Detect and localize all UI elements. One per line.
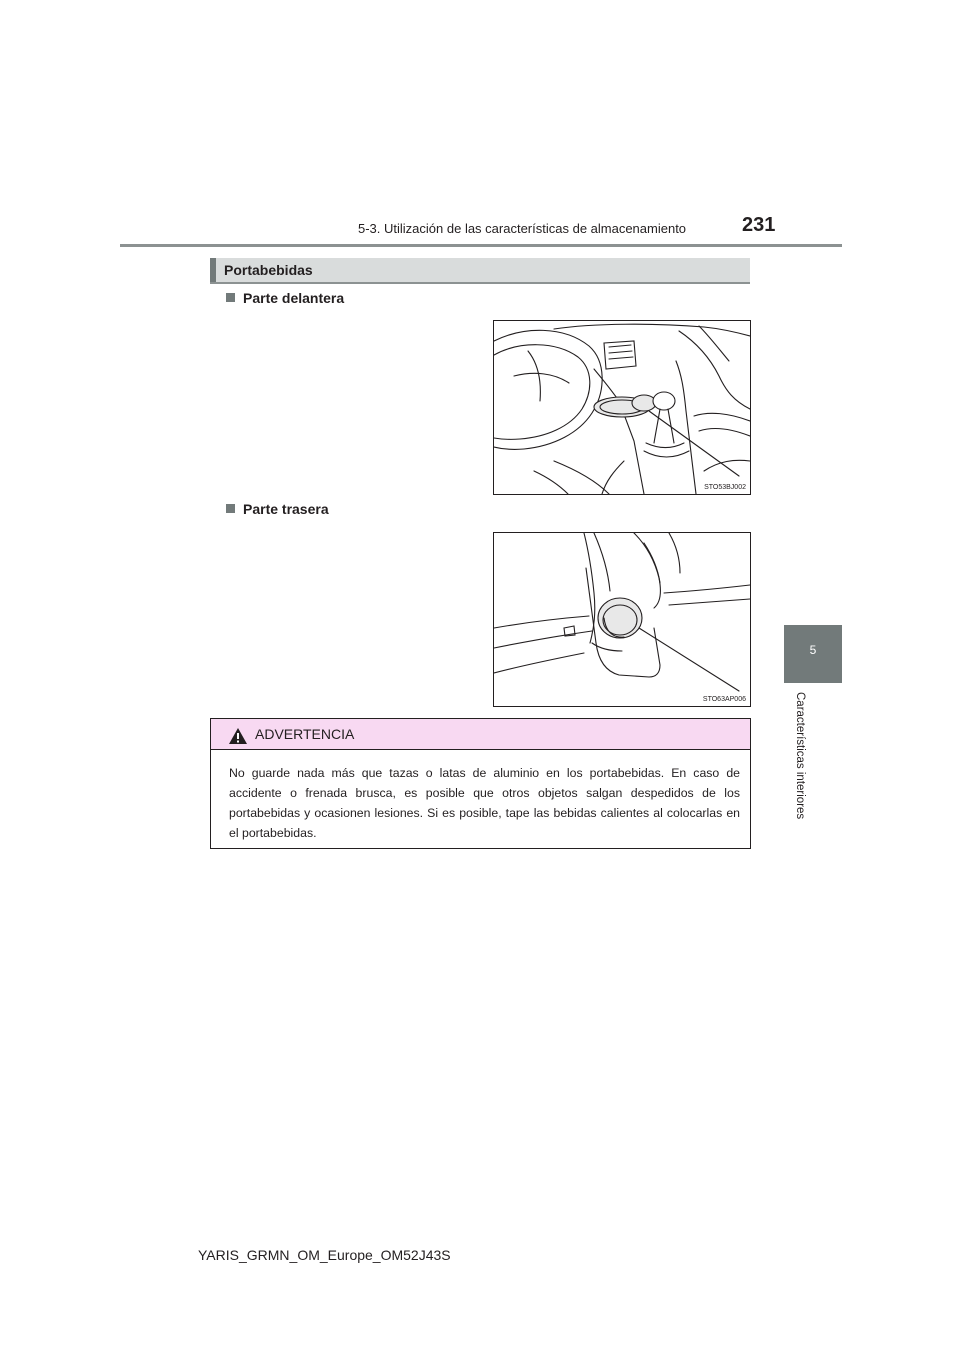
warning-header [211,719,750,750]
warning-triangle-icon [228,727,248,745]
subheading-rear [226,501,329,517]
section-bar-accent [210,258,216,282]
footer-doc-id: YARIS_GRMN_OM_Europe_OM52J43S [198,1247,451,1263]
warning-text: No guarde nada más que tazas o latas de aluminio en los portabebidas. En caso de accidente o frenada brusca, es posible que otros objetos salgan despedidos de los portabebidas y ocasionen lesiones. Si es posible, tape las bebidas calientes al colocarlas en el portabebidas. [229,766,740,840]
figure-front-code: STO53BJ002 [704,484,746,491]
subheading-front [226,290,344,306]
section-bar [210,258,750,284]
subheading-rear-label: Parte trasera [243,501,329,517]
page-number: 231 [742,214,776,236]
figure-front-cupholder [493,320,751,495]
square-bullet-icon [226,504,235,513]
figure-rear-code: STO63AP006 [702,696,746,703]
chapter-side-label [794,692,824,842]
front-console-illustration [494,321,750,494]
section-title: Portabebidas [224,262,313,278]
warning-box [210,718,751,849]
header-rule [120,244,842,247]
figure-rear-cupholder [493,532,751,707]
warning-title: ADVERTENCIA [255,726,355,742]
subheading-front-label: Parte delantera [243,290,345,306]
header-section-title: 5-3. Utilización de las características de almacenamiento [358,221,687,236]
chapter-title: Características interiores [794,692,806,820]
square-bullet-icon [226,293,235,302]
chapter-tab [784,625,842,683]
chapter-number: 5 [809,643,817,657]
rear-console-illustration [494,533,750,706]
